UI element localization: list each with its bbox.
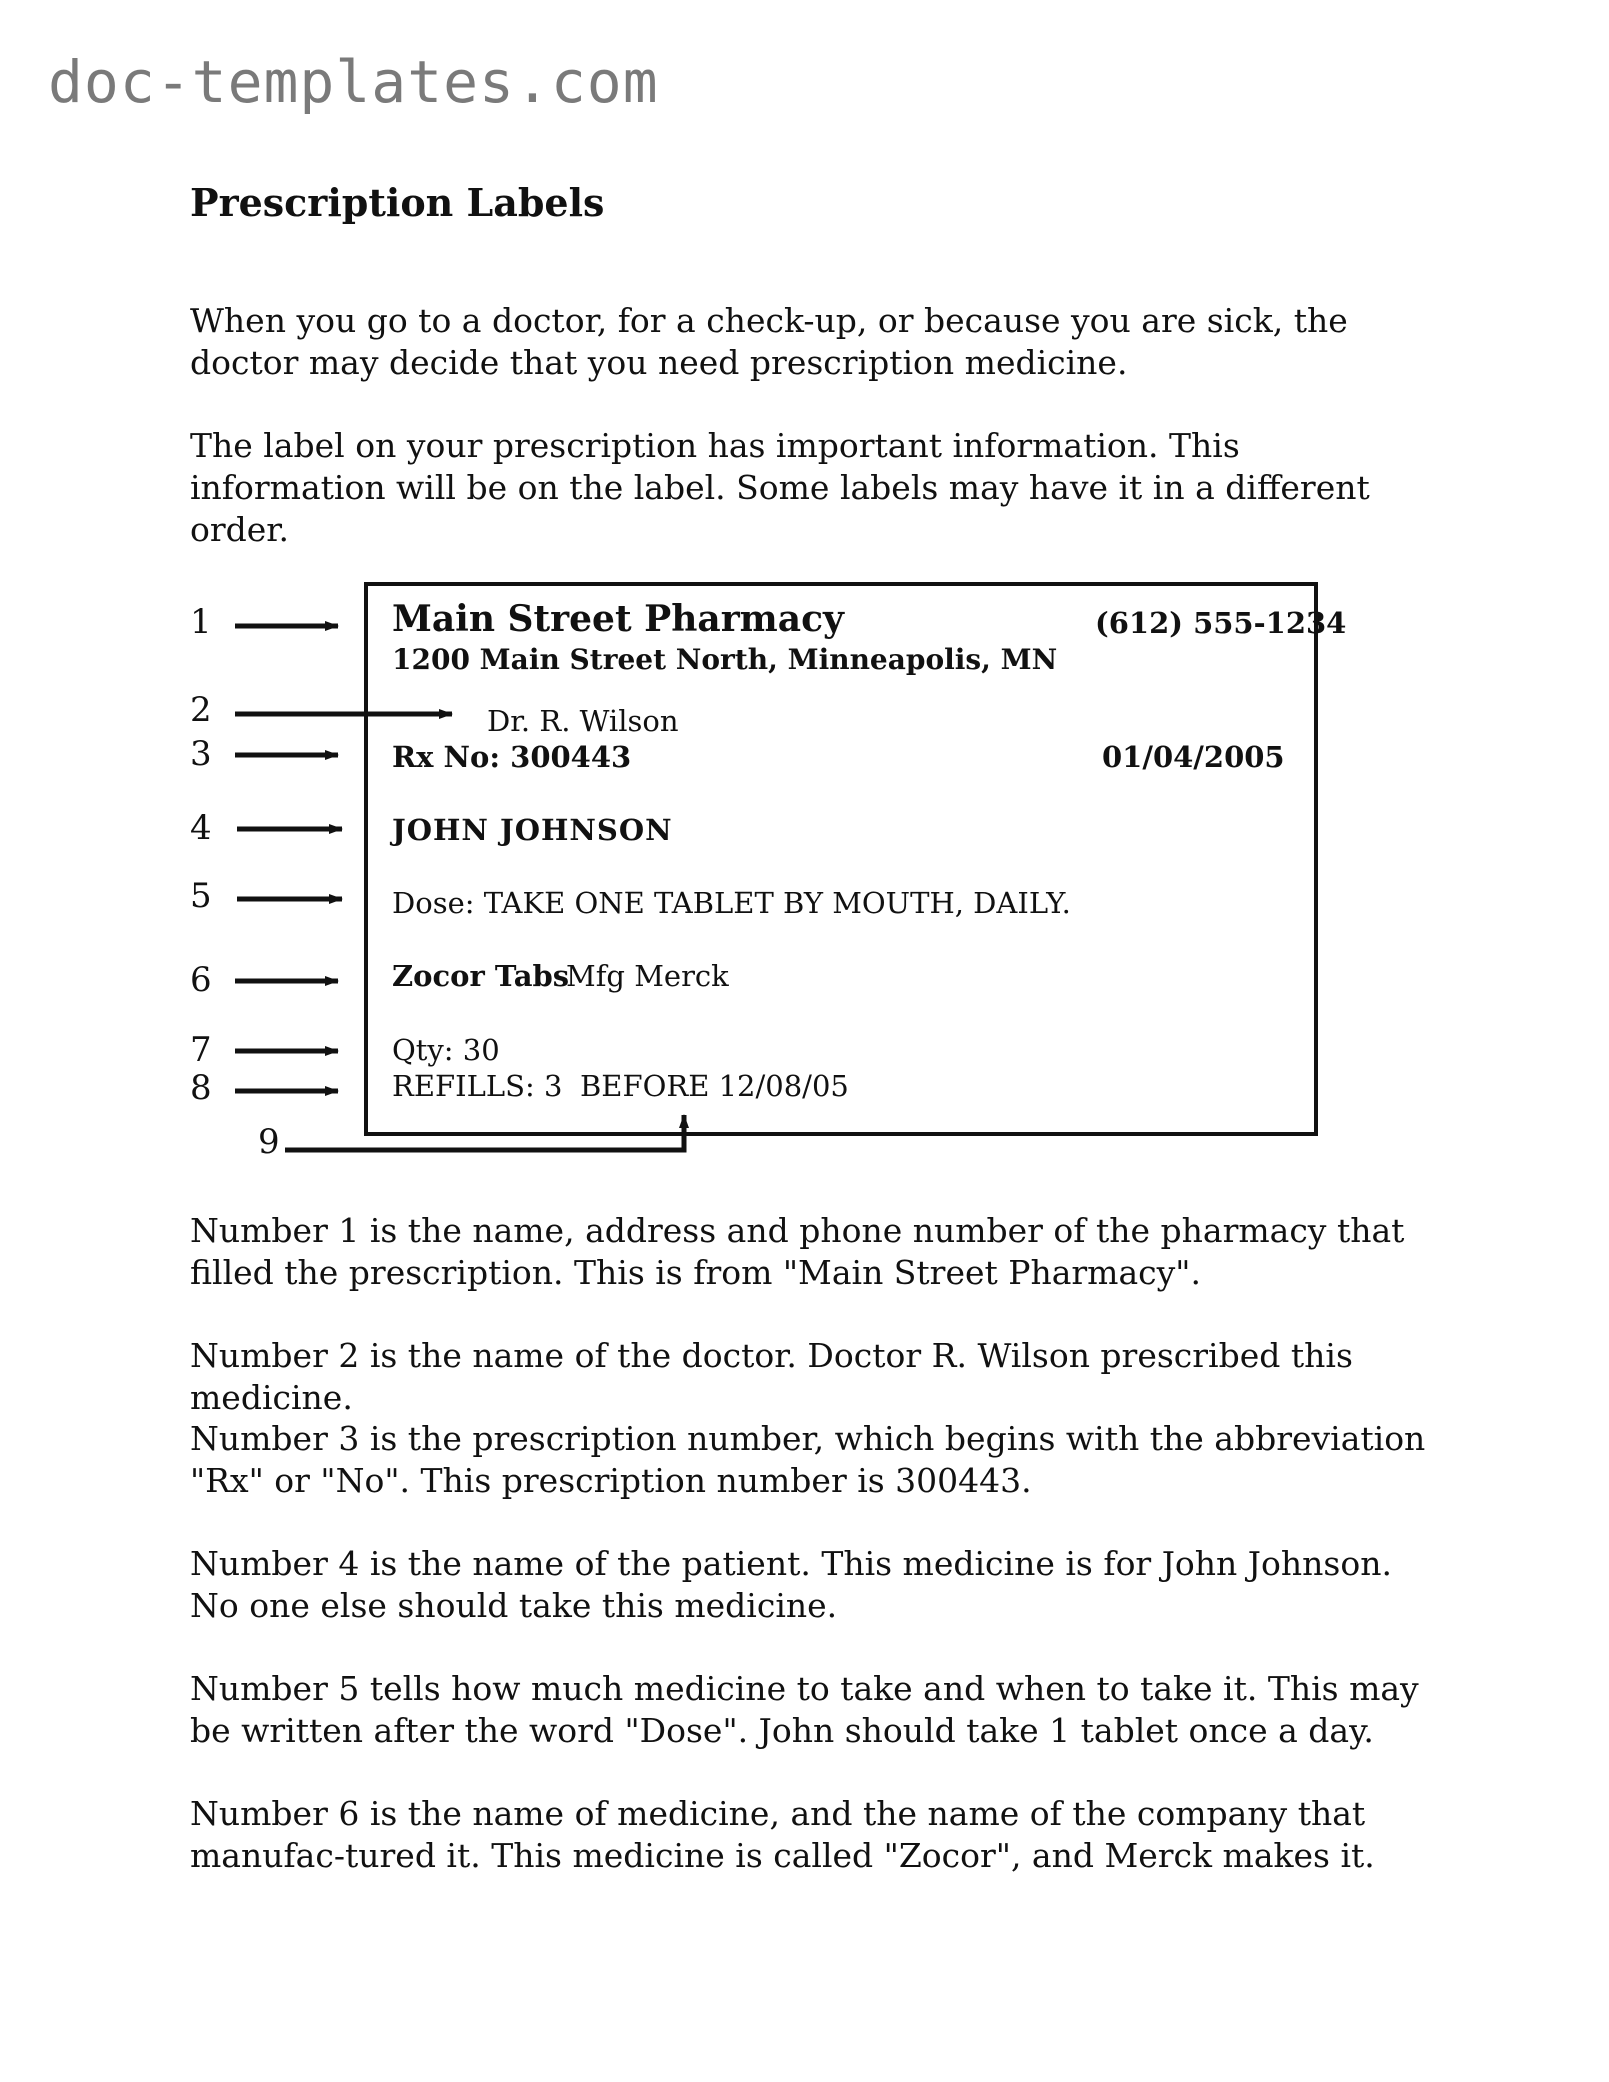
explanation-2: Number 2 is the name of the doctor. Doctor R. Wilson prescribed this medicine. — [190, 1336, 1353, 1417]
rx-number: Rx No: 300443 — [392, 740, 632, 774]
manufacturer: Mfg Merck — [566, 959, 729, 993]
pharmacy-name: Main Street Pharmacy — [392, 598, 844, 640]
callout-9: 9 — [258, 1122, 280, 1162]
dose-instructions: Dose: TAKE ONE TABLET BY MOUTH, DAILY. — [392, 886, 1071, 920]
explanation-5: Number 5 tells how much medicine to take and when to take it. This may be written after the word "Dose". John should take 1 tablet once a day. — [190, 1669, 1419, 1750]
page-title: Prescription Labels — [190, 180, 605, 225]
pharmacy-phone: (612) 555-1234 — [1095, 606, 1347, 640]
intro-paragraph-2: The label on your prescription has important information. This information will be on the label. Some labels may have it in a different order. — [190, 426, 1370, 549]
site-watermark: doc-templates.com — [48, 48, 659, 116]
callout-8: 8 — [190, 1068, 212, 1108]
fill-date: 01/04/2005 — [1102, 740, 1285, 774]
callout-3: 3 — [190, 734, 212, 774]
callout-4: 4 — [190, 808, 212, 848]
callout-1: 1 — [190, 602, 212, 642]
explanation-4: Number 4 is the name of the patient. This medicine is for John Johnson. No one else should take this medicine. — [190, 1544, 1392, 1625]
explanation-3: Number 3 is the prescription number, which begins with the abbreviation "Rx" or "No". This prescription number is 300443. — [190, 1419, 1426, 1500]
drug-name: Zocor Tabs — [392, 959, 570, 993]
refills: REFILLS: 3 — [392, 1069, 563, 1103]
doctor-name: Dr. R. Wilson — [487, 704, 679, 738]
patient-name: JOHN JOHNSON — [392, 813, 673, 847]
explanation-1: Number 1 is the name, address and phone number of the pharmacy that filled the prescription. This is from "Main Street Pharmacy". — [190, 1211, 1405, 1292]
explanation-6: Number 6 is the name of medicine, and the name of the company that manufac-tured it. This medicine is called "Zocor", and Merck makes it. — [190, 1794, 1375, 1875]
quantity: Qty: 30 — [392, 1033, 500, 1067]
callout-6: 6 — [190, 960, 212, 1000]
prescription-label — [364, 582, 1347, 1136]
callout-2: 2 — [190, 690, 212, 730]
refill-before-date: BEFORE 12/08/05 — [580, 1069, 849, 1103]
pharmacy-address: 1200 Main Street North, Minneapolis, MN — [392, 643, 1058, 676]
callout-5: 5 — [190, 876, 212, 916]
callout-7: 7 — [190, 1030, 212, 1070]
intro-paragraph-1: When you go to a doctor, for a check-up, or because you are sick, the doctor may decide that you need prescription medicine. — [190, 301, 1348, 382]
